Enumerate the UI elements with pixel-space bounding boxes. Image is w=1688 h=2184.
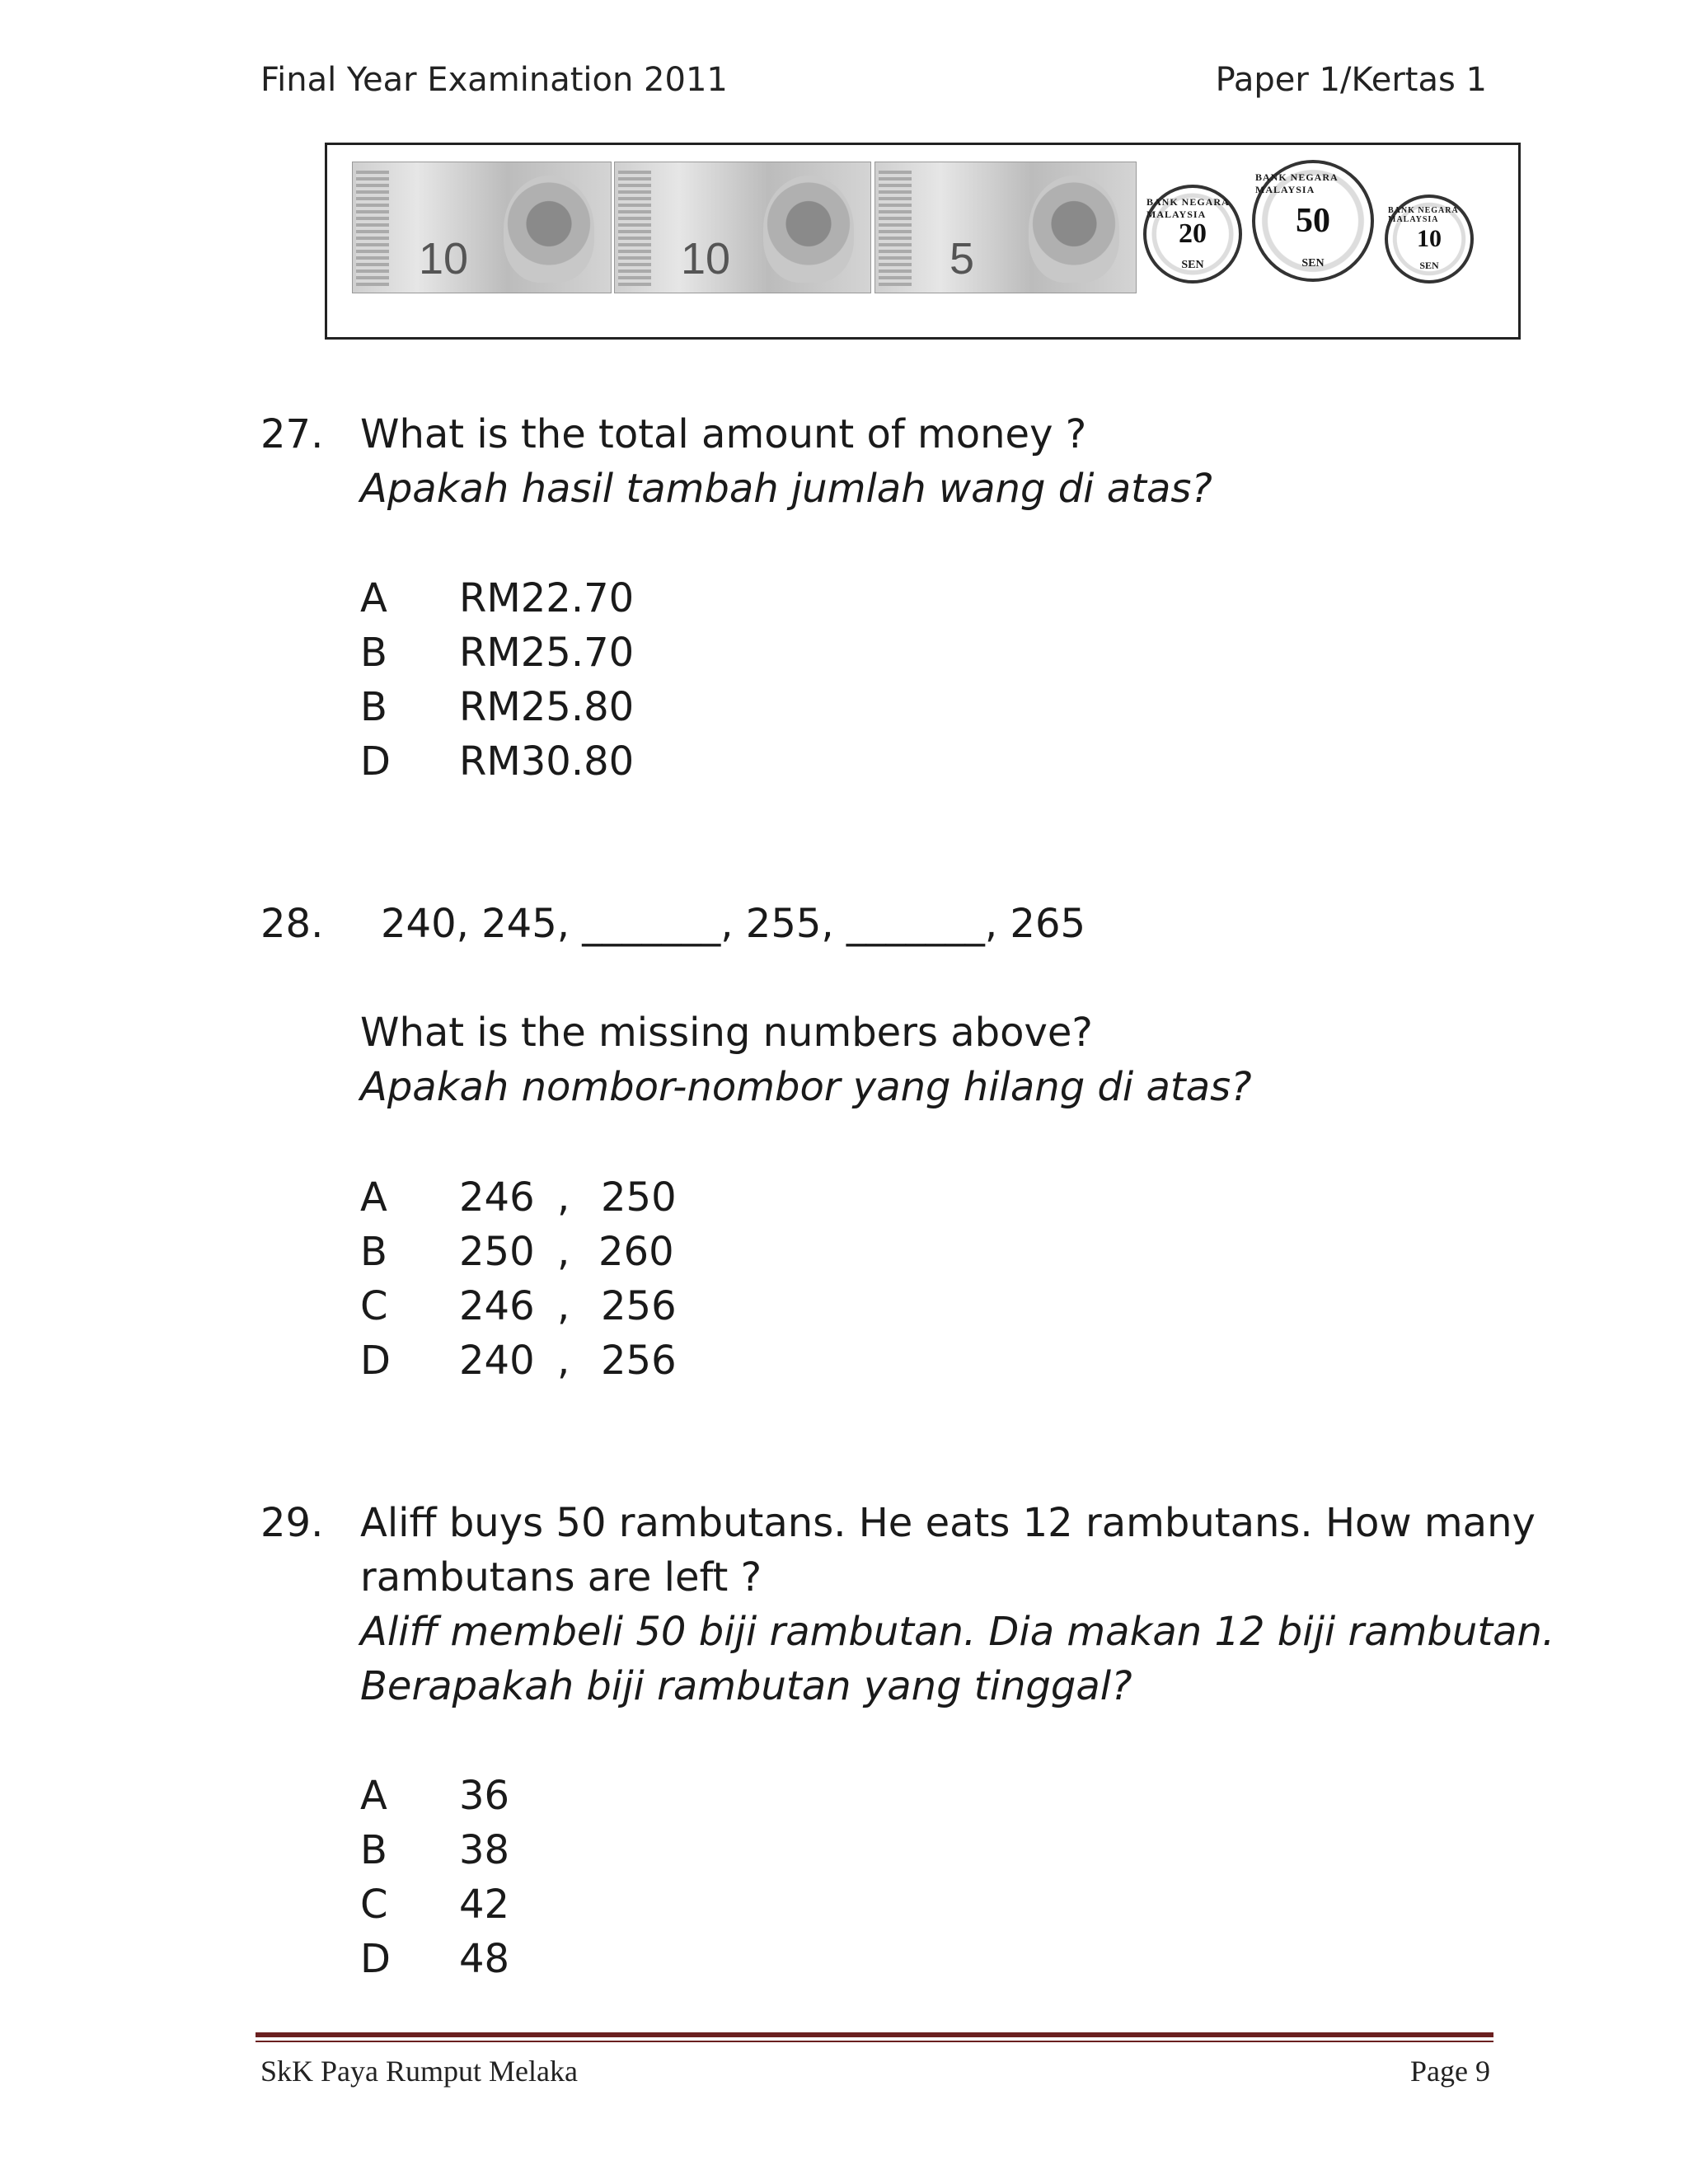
footer-page-number: Page 9 [1410,2055,1490,2088]
coin-50-sen [1252,160,1374,282]
coin-20-unit: SEN [1181,259,1204,271]
q29-option-letter: C [360,1882,388,1928]
coin-20-value: 20 [1179,218,1207,249]
question-29-text-line2: rambutans are left ? [360,1554,762,1601]
question-28-text: What is the missing numbers above? [360,1010,1093,1056]
q29-option-value: 38 [459,1827,510,1873]
banknote-2 [614,162,871,293]
question-29-number: 29. [260,1500,324,1546]
coin-10-value: 10 [1417,225,1442,252]
question-29-text-line1: Aliff buys 50 rambutans. He eats 12 rambutans. How many [360,1500,1536,1546]
question-27-number: 27. [260,411,324,457]
question-29-text-malay-line1: Aliff membeli 50 biji rambutan. Dia makan 12 biji rambutan. [360,1609,1555,1655]
coin-50-unit: SEN [1301,257,1325,269]
q27-option-letter: B [360,684,387,730]
footer-school: SkK Paya Rumput Melaka [260,2055,578,2088]
q28-option-letter: D [360,1338,391,1384]
question-28-text-malay: Apakah nombor-nombor yang hilang di atas? [360,1064,1252,1110]
q28-option-second: 256 [601,1283,677,1329]
q28-option-second: 260 [598,1229,674,1275]
q28-option-letter: A [360,1174,387,1221]
q27-option-letter: B [360,630,387,676]
q28-option-first: 246 [459,1174,535,1221]
coin-20-sen [1143,185,1242,284]
question-27-text: What is the total amount of money ? [360,411,1087,457]
q27-option-value: RM25.80 [459,684,635,730]
q28-option-separator: , [557,1229,570,1275]
coin-legend: BANK NEGARA MALAYSIA [1255,171,1339,195]
question-28-sequence: 240, 245, _______, 255, _______, 265 [381,901,1086,947]
q28-option-separator: , [557,1283,570,1329]
q27-option-letter: D [360,738,391,785]
q29-option-letter: A [360,1773,387,1819]
q28-option-first: 246 [459,1283,535,1329]
footer-divider-thin [256,2041,1493,2042]
banknote-1 [352,162,612,293]
q27-option-value: RM22.70 [459,575,635,621]
q28-option-second: 250 [601,1174,677,1221]
q27-option-value: RM25.70 [459,630,635,676]
footer-divider [256,2032,1493,2037]
coin-50-value: 50 [1296,202,1330,240]
header-paper: Paper 1/Kertas 1 [1215,61,1487,99]
money-illustration [325,143,1521,340]
banknote-3 [874,162,1137,293]
q29-option-value: 48 [459,1936,510,1982]
q28-option-separator: , [557,1338,570,1384]
q28-option-second: 256 [601,1338,677,1384]
q29-option-value: 36 [459,1773,510,1819]
coin-10-unit: SEN [1419,260,1439,271]
q28-option-separator: , [557,1174,570,1221]
question-29-text-malay-line2: Berapakah biji rambutan yang tinggal? [360,1663,1132,1709]
coin-legend: BANK NEGARA MALAYSIA [1388,206,1459,224]
q29-option-letter: B [360,1827,387,1873]
q29-option-letter: D [360,1936,391,1982]
q27-option-letter: A [360,575,387,621]
banknote-3-value: 5 [950,234,975,284]
q28-option-first: 250 [459,1229,535,1275]
q28-option-first: 240 [459,1338,535,1384]
q28-option-letter: B [360,1229,387,1275]
q28-option-letter: C [360,1283,388,1329]
banknote-1-value: 10 [419,234,469,284]
coin-legend: BANK NEGARA MALAYSIA [1146,196,1230,220]
header-title: Final Year Examination 2011 [260,61,728,99]
question-28-number: 28. [260,901,324,947]
q27-option-value: RM30.80 [459,738,635,785]
question-27-text-malay: Apakah hasil tambah jumlah wang di atas? [360,466,1212,512]
q29-option-value: 42 [459,1882,510,1928]
banknote-2-value: 10 [681,234,731,284]
coin-10-sen [1385,194,1474,284]
